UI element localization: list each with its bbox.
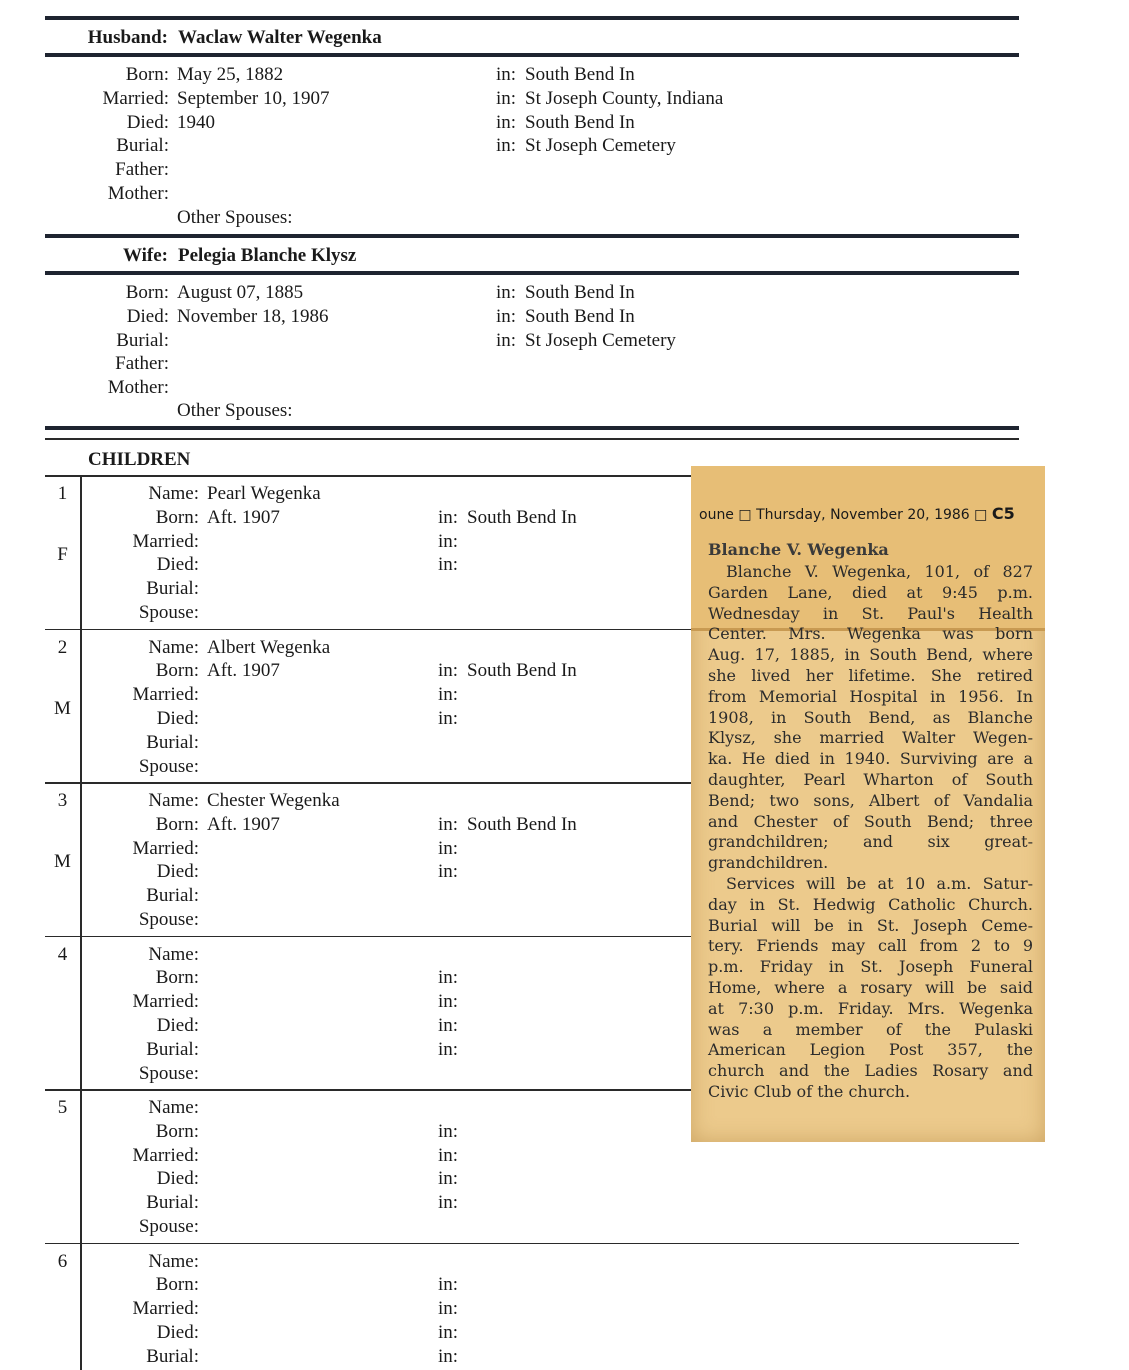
husband-field-value: May 25, 1882 <box>177 64 284 85</box>
clipping-header-left: oune <box>699 507 734 523</box>
child-number: 1 <box>57 483 68 504</box>
obituary-line: grandchildren; and six great- <box>708 832 1033 852</box>
child-field-label: Name: <box>148 636 199 658</box>
child-field-label: Burial: <box>146 1345 199 1367</box>
obituary-line: grandchildren. <box>708 853 829 873</box>
child-field-label: Born: <box>155 660 199 682</box>
wife-field-place: South Bend In <box>525 282 635 303</box>
child-field-label: Married: <box>132 837 199 859</box>
child-field-label: Born: <box>155 506 199 528</box>
wife-field-label: Died: <box>126 305 169 327</box>
husband-field-in: in: <box>496 111 517 133</box>
wife-label: Wife: <box>122 245 168 266</box>
husband-field-label: Born: <box>125 64 169 85</box>
husband-field-label: Father: <box>115 159 169 181</box>
wife-field-label: Father: <box>115 353 169 375</box>
child-field-label: Burial: <box>146 731 199 753</box>
child-field-label: Died: <box>156 861 199 883</box>
child-number: 6 <box>57 1250 68 1272</box>
husband-field-label: Died: <box>126 111 169 133</box>
child-field-value: Albert Wegenka <box>207 636 331 658</box>
child-divider <box>45 1243 1019 1245</box>
child-field-label: Born: <box>155 813 199 835</box>
wife-field-in: in: <box>496 329 517 351</box>
child-number: 5 <box>57 1097 68 1118</box>
husband-field-in: in: <box>496 64 517 85</box>
clipping-header-date: Thursday, November 20, 1986 <box>756 507 970 523</box>
obituary-line: Center. Mrs. Wegenka was born <box>708 624 1033 644</box>
obituary-line: Services will be at 10 a.m. Satur- <box>726 873 1033 893</box>
child-divider <box>45 936 705 938</box>
child-divider <box>45 629 705 631</box>
obituary-text <box>708 562 1033 1103</box>
child-field-label: Name: <box>148 943 199 965</box>
child-field-in: in: <box>438 1274 459 1296</box>
child-field-label: Spouse: <box>138 909 199 930</box>
husband-rule <box>45 53 1019 57</box>
husband-field-in: in: <box>496 135 517 157</box>
child-field-in: in: <box>438 1192 459 1214</box>
wife-field-value: August 07, 1885 <box>177 282 304 303</box>
husband-field-value: September 10, 1907 <box>177 87 330 109</box>
obituary-line: at 7:30 p.m. Friday. Mrs. Wegenka <box>708 998 1033 1018</box>
child-field-place: South Bend In <box>467 660 577 682</box>
child-field-label: Born: <box>155 1274 199 1296</box>
child-field-label: Born: <box>155 1120 199 1142</box>
child-field-label: Name: <box>148 1097 199 1118</box>
clipping-header-page: C5 <box>991 504 1015 523</box>
children-top-thin-rule <box>45 438 1019 440</box>
wife-name: Pelegia Blanche Klysz <box>178 245 357 266</box>
child-field-label: Married: <box>132 1144 199 1166</box>
child-sex: M <box>54 697 71 719</box>
top-rule <box>45 16 1019 20</box>
wife-field-in: in: <box>496 305 517 327</box>
child-field-label: Married: <box>132 991 199 1013</box>
wife-other-spouses: Other Spouses: <box>177 400 293 421</box>
child-field-label: Died: <box>156 1321 199 1343</box>
child-field-label: Burial: <box>146 1038 199 1060</box>
child-field-in: in: <box>438 554 459 576</box>
child-field-in: in: <box>438 1120 459 1142</box>
wife-top-rule <box>45 234 1019 238</box>
newspaper-clipping <box>691 466 1045 1142</box>
husband-field-place: St Joseph County, Indiana <box>525 87 724 109</box>
obituary-line: p.m. Friday in St. Joseph Funeral <box>708 957 1033 977</box>
child-field-label: Burial: <box>146 1192 199 1214</box>
husband-field-in: in: <box>496 87 517 109</box>
obituary-line: and Chester of South Bend; three <box>708 811 1033 831</box>
child-field-place: South Bend In <box>467 813 577 835</box>
child-field-label: Died: <box>156 1168 199 1190</box>
obituary-line: Wednesday in St. Paul's Health <box>708 603 1033 623</box>
husband-label: Husband: <box>87 27 168 48</box>
child-field-label: Name: <box>148 790 199 811</box>
obituary-line: Burial will be in St. Joseph Ceme- <box>708 915 1033 935</box>
husband-field-place: South Bend In <box>525 64 635 85</box>
child-field-label: Spouse: <box>138 1062 199 1084</box>
husband-field-label: Mother: <box>107 183 169 204</box>
obituary-line: 1908, in South Bend, as Blanche <box>708 707 1033 727</box>
husband-field-place: St Joseph Cemetery <box>525 135 676 157</box>
obituary-line: Civic Club of the church. <box>708 1081 911 1101</box>
obituary-line: Blanche V. Wegenka, 101, of 827 <box>726 562 1033 581</box>
child-field-in: in: <box>438 1014 459 1036</box>
obituary-line: tery. Friends may call from 2 to 9 <box>708 936 1033 956</box>
child-field-in: in: <box>438 967 459 989</box>
child-number: 4 <box>57 943 68 965</box>
child-field-in: in: <box>438 861 459 883</box>
clipping-box-icon: □ <box>974 507 988 523</box>
child-field-in: in: <box>438 530 459 552</box>
obituary-line: daughter, Pearl Wharton of South <box>708 769 1033 789</box>
child-field-label: Spouse: <box>138 1216 199 1237</box>
clipping-box-icon: □ <box>738 507 752 523</box>
child-field-value: Aft. 1907 <box>207 660 280 682</box>
husband-field-place: South Bend In <box>525 111 635 133</box>
wife-field-in: in: <box>496 282 517 303</box>
wife-field-label: Burial: <box>116 329 169 351</box>
child-field-in: in: <box>438 1038 459 1060</box>
child-sex: F <box>57 544 68 565</box>
child-field-in: in: <box>438 1298 459 1320</box>
children-top-rule <box>45 426 1019 430</box>
wife-rule <box>45 271 1019 275</box>
child-field-label: Born: <box>155 967 199 989</box>
wife-field-place: St Joseph Cemetery <box>525 329 676 351</box>
child-number: 3 <box>57 790 68 811</box>
child-number: 2 <box>57 636 68 658</box>
husband-field-label: Married: <box>102 87 169 109</box>
obituary-line: was a member of the Pulaski <box>708 1019 1033 1039</box>
obituary-line: day in St. Hedwig Catholic Church. <box>708 894 1033 914</box>
wife-field-place: South Bend In <box>525 305 635 327</box>
child-field-label: Died: <box>156 554 199 576</box>
child-field-in: in: <box>438 813 459 835</box>
child-field-label: Married: <box>132 684 199 706</box>
child-field-label: Name: <box>148 1250 199 1272</box>
obituary-line: American Legion Post 357, the <box>708 1040 1033 1060</box>
children-heading: CHILDREN <box>88 449 191 470</box>
child-field-value: Aft. 1907 <box>207 813 280 835</box>
child-field-in: in: <box>438 684 459 706</box>
child-field-value: Aft. 1907 <box>207 506 280 528</box>
obituary-title: Blanche V. Wegenka <box>708 540 889 559</box>
child-field-in: in: <box>438 1168 459 1190</box>
child-divider <box>45 782 705 784</box>
husband-field-value: 1940 <box>177 111 215 133</box>
child-field-in: in: <box>438 660 459 682</box>
wife-field-label: Born: <box>125 282 169 303</box>
wife-field-value: November 18, 1986 <box>177 305 329 327</box>
child-field-label: Spouse: <box>138 602 199 623</box>
obituary-line: Aug. 17, 1885, in South Bend, where <box>708 645 1033 665</box>
child-field-label: Burial: <box>146 885 199 907</box>
husband-field-label: Burial: <box>116 135 169 157</box>
obituary-line: Bend; two sons, Albert of Vandalia <box>708 790 1033 810</box>
obituary-line: Klysz, she married Walter Wegen- <box>708 728 1033 748</box>
child-field-in: in: <box>438 991 459 1013</box>
child-field-label: Married: <box>132 530 199 552</box>
child-sex: M <box>54 851 71 872</box>
child-field-value: Chester Wegenka <box>207 790 340 811</box>
husband-name: Waclaw Walter Wegenka <box>178 27 382 48</box>
husband-other-spouses: Other Spouses: <box>177 207 293 228</box>
obituary-line: she lived her lifetime. She retired <box>708 665 1033 685</box>
child-field-in: in: <box>438 707 459 729</box>
obituary-line: church and the Ladies Rosary and <box>708 1061 1033 1081</box>
child-field-in: in: <box>438 1144 459 1166</box>
child-field-label: Burial: <box>146 578 199 600</box>
obituary-line: Garden Lane, died at 9:45 p.m. <box>708 582 1033 602</box>
wife-field-label: Mother: <box>107 377 169 399</box>
obituary-line: ka. He died in 1940. Surviving are a <box>708 749 1033 769</box>
child-field-value: Pearl Wegenka <box>207 483 321 504</box>
child-field-label: Name: <box>148 483 199 504</box>
child-field-place: South Bend In <box>467 506 577 528</box>
child-field-label: Died: <box>156 1014 199 1036</box>
child-field-in: in: <box>438 1345 459 1367</box>
child-field-in: in: <box>438 837 459 859</box>
child-field-label: Died: <box>156 707 199 729</box>
obituary-line: Home, where a rosary will be said <box>708 977 1033 997</box>
child-field-in: in: <box>438 506 459 528</box>
child-field-label: Spouse: <box>138 755 199 777</box>
child-field-in: in: <box>438 1321 459 1343</box>
obituary-line: from Memorial Hospital in 1956. In <box>708 686 1033 706</box>
child-field-label: Married: <box>132 1298 199 1320</box>
clipping-header <box>699 504 1035 523</box>
